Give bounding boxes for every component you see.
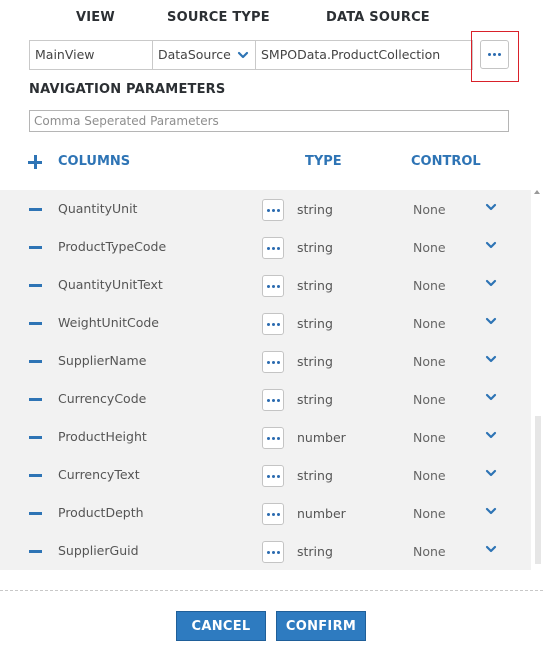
column-type: string (297, 354, 333, 369)
column-control[interactable]: None (413, 430, 446, 445)
confirm-button[interactable]: CONFIRM (276, 611, 366, 641)
more-dots-icon-dot (277, 551, 280, 554)
more-dots-icon (267, 323, 270, 326)
navigation-parameters-input[interactable] (29, 110, 509, 132)
column-control[interactable]: None (413, 392, 446, 407)
column-control[interactable]: None (413, 468, 446, 483)
more-dots-icon (267, 551, 270, 554)
table-row (0, 494, 531, 532)
scroll-up-icon[interactable] (534, 190, 540, 194)
more-dots-icon-dot (277, 361, 280, 364)
minus-icon[interactable] (29, 208, 42, 211)
column-name: QuantityUnit (58, 201, 138, 216)
table-row (0, 342, 531, 380)
more-dots-icon-dot (272, 475, 275, 478)
column-control[interactable]: None (413, 316, 446, 331)
more-dots-icon (267, 361, 270, 364)
data-source-field[interactable] (255, 40, 473, 70)
chevron-down-icon[interactable] (485, 317, 497, 327)
view-field[interactable] (29, 40, 153, 70)
minus-icon[interactable] (29, 246, 42, 249)
column-name: ProductHeight (58, 429, 147, 444)
control-header: CONTROL (411, 154, 481, 169)
more-dots-icon-dot (272, 285, 275, 288)
column-name: QuantityUnitText (58, 277, 163, 292)
table-row (0, 228, 531, 266)
data-source-header: DATA SOURCE (326, 10, 430, 25)
more-dots-icon (267, 209, 270, 212)
columns-header: COLUMNS (58, 154, 131, 169)
table-row (0, 266, 531, 304)
more-dots-icon (267, 285, 270, 288)
minus-icon[interactable] (29, 322, 42, 325)
column-control[interactable]: None (413, 202, 446, 217)
table-row (0, 456, 531, 494)
data-source-browse-button[interactable] (480, 40, 509, 69)
more-dots-icon-dot (272, 361, 275, 364)
column-name: CurrencyText (58, 467, 140, 482)
minus-icon[interactable] (29, 512, 42, 515)
more-dots-icon-dot (272, 209, 275, 212)
column-control[interactable]: None (413, 278, 446, 293)
column-type: number (297, 506, 346, 521)
more-dots-icon-dot (277, 513, 280, 516)
chevron-down-icon[interactable] (485, 545, 497, 555)
column-type: string (297, 392, 333, 407)
column-options-button[interactable] (262, 237, 284, 259)
minus-icon[interactable] (29, 436, 42, 439)
column-name: SupplierName (58, 353, 147, 368)
more-dots-icon-dot (277, 247, 280, 250)
minus-icon[interactable] (29, 284, 42, 287)
minus-icon[interactable] (29, 550, 42, 553)
column-control[interactable]: None (413, 354, 446, 369)
column-name: ProductTypeCode (58, 239, 167, 254)
chevron-down-icon[interactable] (485, 393, 497, 403)
chevron-down-icon[interactable] (485, 431, 497, 441)
type-header: TYPE (305, 154, 342, 169)
table-row (0, 532, 531, 570)
column-control[interactable]: None (413, 240, 446, 255)
source-type-value: DataSource (158, 47, 231, 62)
column-options-button[interactable] (262, 275, 284, 297)
more-dots-icon-dot (272, 513, 275, 516)
more-dots-icon-dot (272, 551, 275, 554)
column-options-button[interactable] (262, 389, 284, 411)
more-dots-icon (267, 247, 270, 250)
column-type: string (297, 468, 333, 483)
navigation-parameters-header: NAVIGATION PARAMETERS (29, 82, 226, 97)
column-options-button[interactable] (262, 465, 284, 487)
column-control[interactable]: None (413, 506, 446, 521)
divider (0, 590, 543, 591)
chevron-down-icon[interactable] (485, 507, 497, 517)
chevron-down-icon[interactable] (485, 279, 497, 289)
minus-icon[interactable] (29, 474, 42, 477)
column-type: string (297, 202, 333, 217)
table-row (0, 418, 531, 456)
chevron-down-icon[interactable] (485, 355, 497, 365)
more-dots-icon (267, 437, 270, 440)
source-type-header: SOURCE TYPE (167, 10, 270, 25)
column-options-button[interactable] (262, 541, 284, 563)
more-dots-icon-dot (277, 437, 280, 440)
column-type: string (297, 316, 333, 331)
more-dots-icon-dot (277, 323, 280, 326)
list-scrollbar[interactable] (531, 190, 543, 570)
more-dots-icon (267, 399, 270, 402)
view-value: MainView (35, 47, 95, 62)
more-dots-icon-dot (272, 437, 275, 440)
more-dots-icon-dot (498, 53, 501, 56)
scroll-thumb[interactable] (535, 416, 541, 564)
more-dots-icon-dot (277, 399, 280, 402)
cancel-button[interactable]: CANCEL (176, 611, 266, 641)
chevron-down-icon[interactable] (485, 203, 497, 213)
chevron-down-icon (237, 41, 249, 69)
minus-icon[interactable] (29, 360, 42, 363)
column-type: string (297, 278, 333, 293)
table-row (0, 190, 531, 228)
chevron-down-icon[interactable] (485, 241, 497, 251)
column-type: string (297, 240, 333, 255)
more-dots-icon-dot (277, 285, 280, 288)
more-dots-icon-dot (272, 399, 275, 402)
plus-icon[interactable] (28, 155, 42, 169)
source-type-select[interactable] (152, 40, 256, 70)
more-dots-icon (488, 53, 491, 56)
column-name: SupplierGuid (58, 543, 139, 558)
column-type: string (297, 544, 333, 559)
column-name: ProductDepth (58, 505, 144, 520)
more-dots-icon (267, 513, 270, 516)
view-header: VIEW (76, 10, 115, 25)
more-dots-icon-dot (277, 209, 280, 212)
column-options-button[interactable] (262, 503, 284, 525)
more-dots-icon (267, 475, 270, 478)
column-name: CurrencyCode (58, 391, 147, 406)
column-options-button[interactable] (262, 427, 284, 449)
table-row (0, 304, 531, 342)
table-row (0, 380, 531, 418)
column-options-button[interactable] (262, 199, 284, 221)
data-source-value: SMPOData.ProductCollection (261, 47, 441, 62)
column-options-button[interactable] (262, 351, 284, 373)
column-control[interactable]: None (413, 544, 446, 559)
more-dots-icon-dot (493, 53, 496, 56)
more-dots-icon-dot (277, 475, 280, 478)
columns-list (0, 190, 531, 570)
more-dots-icon-dot (272, 247, 275, 250)
column-options-button[interactable] (262, 313, 284, 335)
more-dots-icon-dot (272, 323, 275, 326)
column-type: number (297, 430, 346, 445)
minus-icon[interactable] (29, 398, 42, 401)
chevron-down-icon[interactable] (485, 469, 497, 479)
column-name: WeightUnitCode (58, 315, 159, 330)
